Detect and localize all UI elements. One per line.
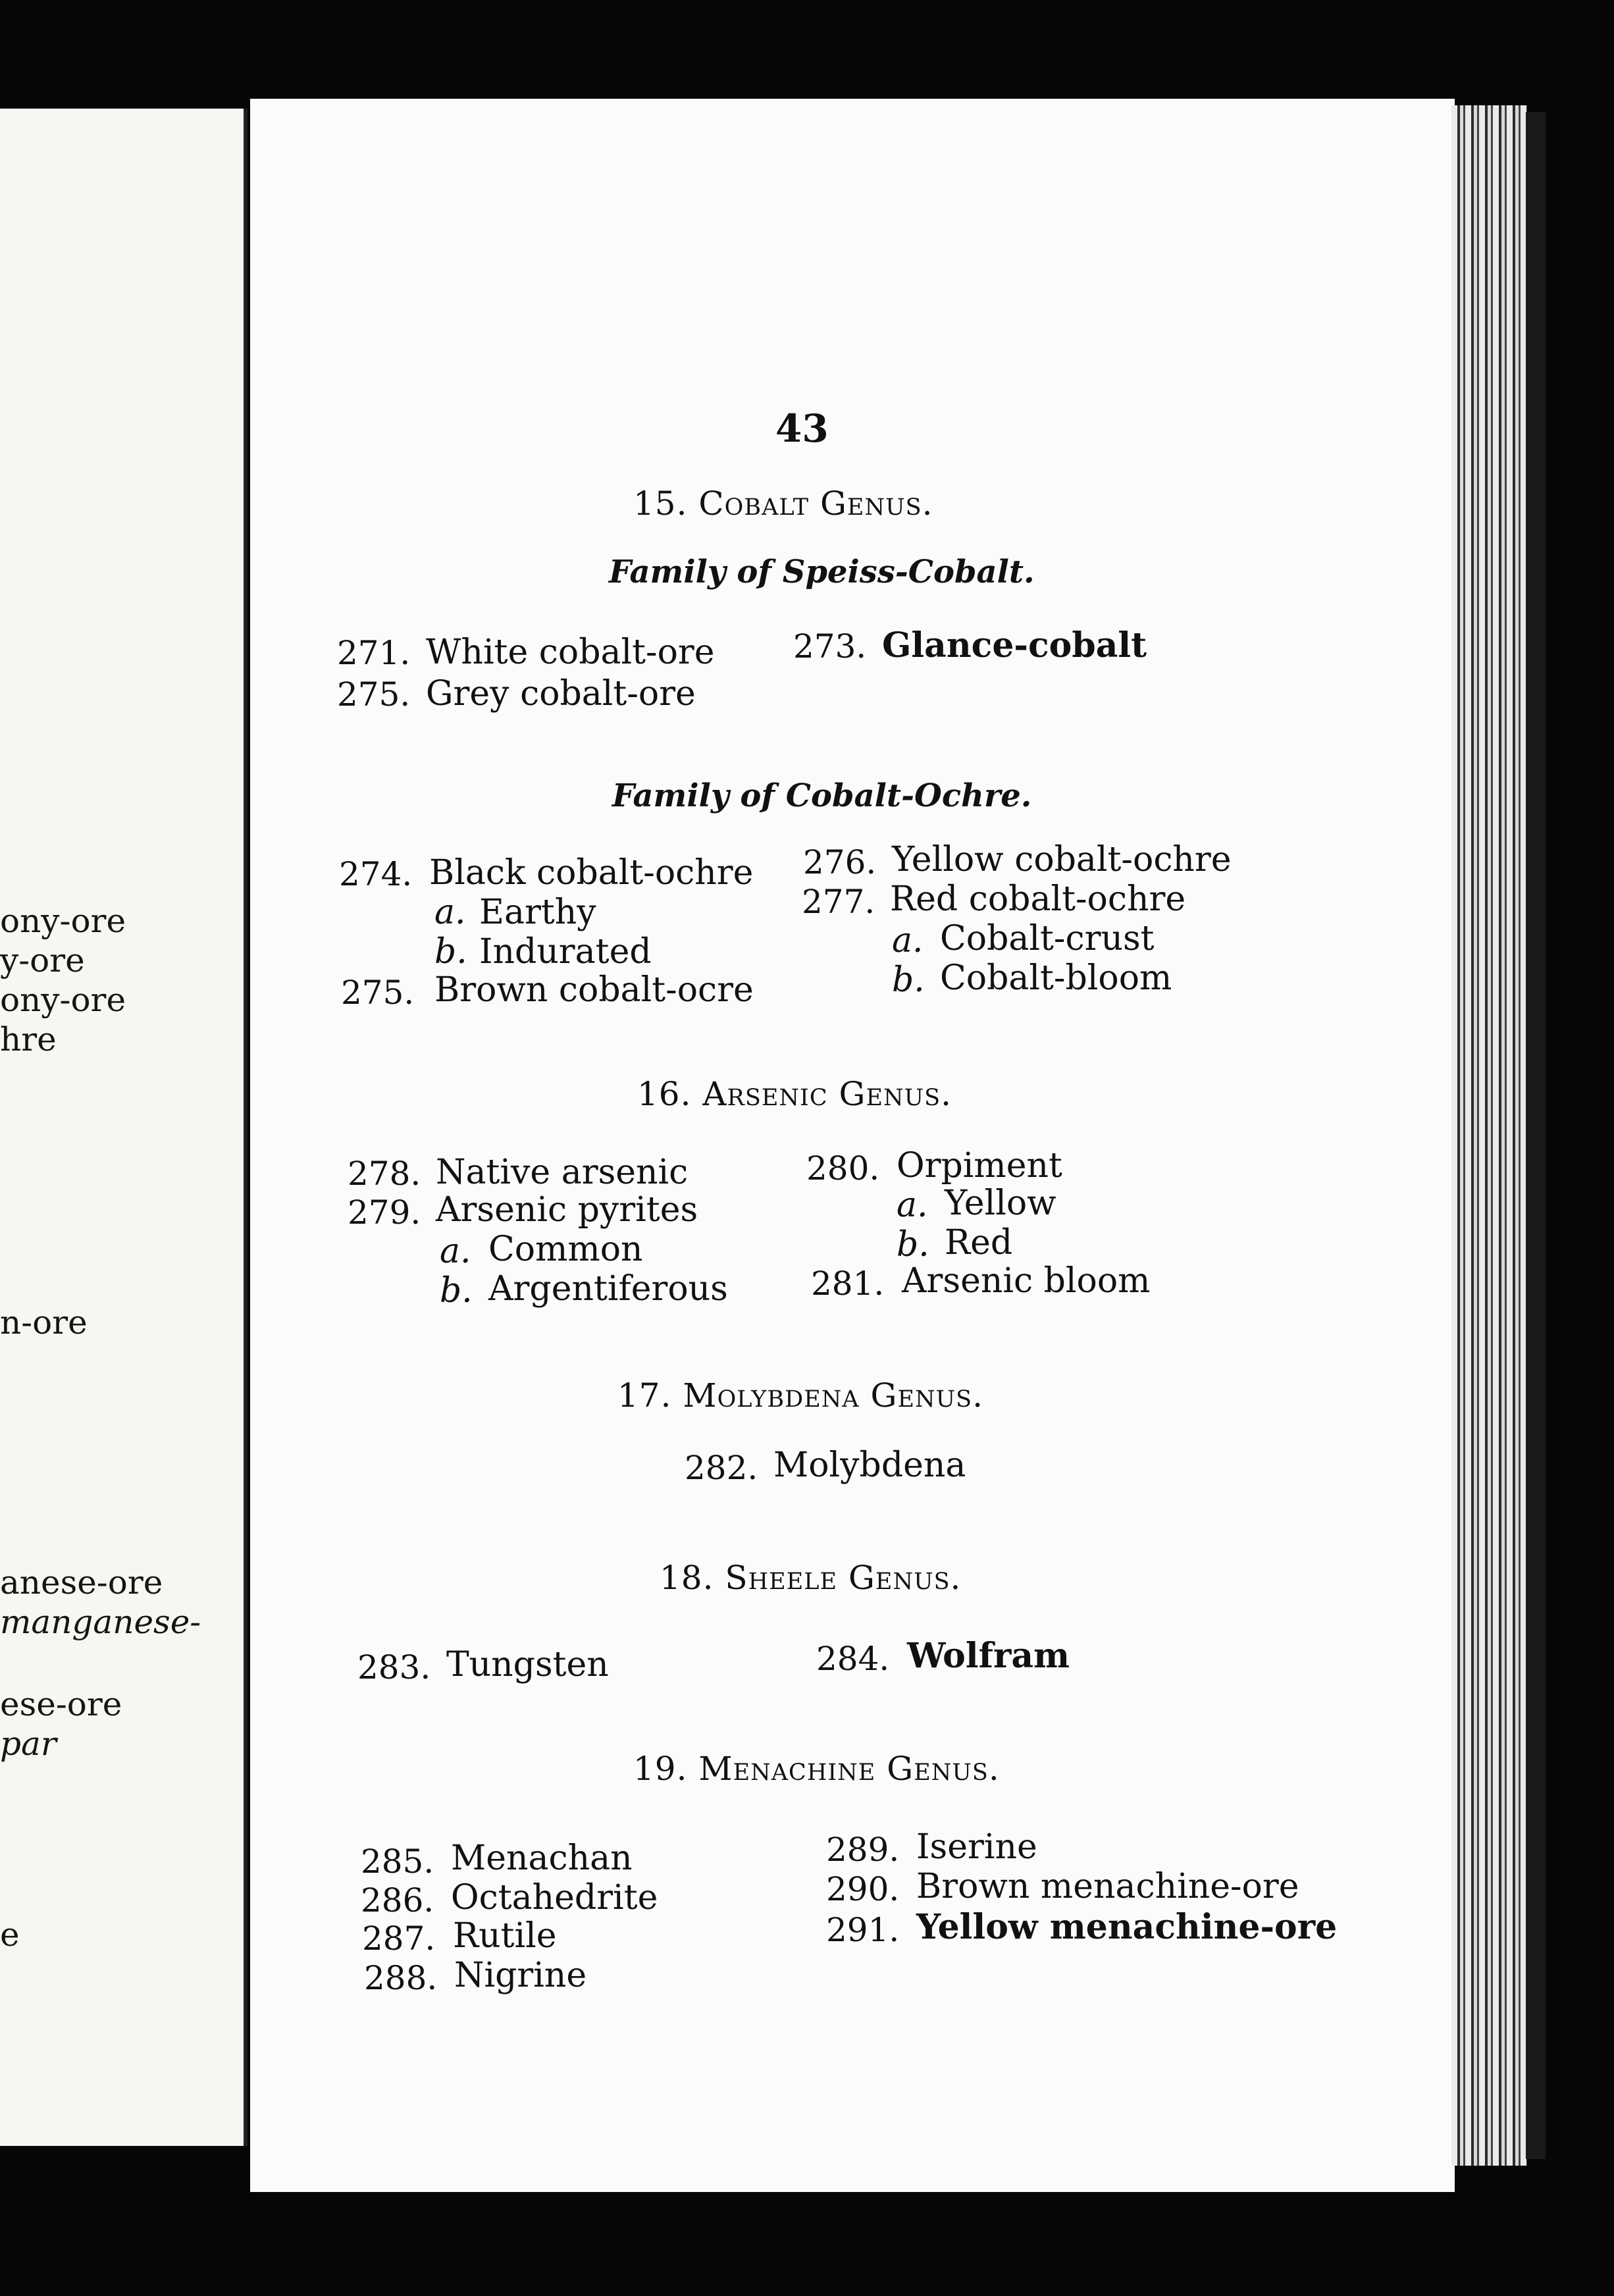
left-fragment: e	[0, 1916, 20, 1954]
variety-name: Yellow	[945, 1184, 1056, 1223]
mineral-name: Yellow menachine-ore	[916, 1907, 1338, 1947]
entry-number: 289.	[826, 1831, 900, 1869]
mineral-name: Tungsten	[446, 1645, 609, 1684]
mineral-name: Black cobalt-ochre	[429, 853, 754, 893]
left-fragment: hre	[0, 1020, 57, 1058]
variety-letter: b.	[434, 932, 467, 972]
variety-letter: a.	[440, 1232, 471, 1271]
family-heading-speiss-cobalt: Family of Speiss-Cobalt.	[609, 554, 1035, 590]
mineral-name: Arsenic pyrites	[436, 1190, 698, 1230]
genus-heading-arsenic: 16. Arsenic Genus.	[637, 1075, 952, 1113]
left-fragment: y-ore	[0, 941, 85, 979]
entry-number: 275.	[337, 675, 411, 714]
entry-number: 280.	[806, 1149, 880, 1187]
mineral-name: Menachan	[451, 1839, 633, 1878]
mineral-name: Native arsenic	[436, 1153, 689, 1192]
left-fragment: par	[0, 1725, 57, 1763]
variety-letter: a.	[434, 893, 466, 932]
variety-name: Red	[945, 1223, 1013, 1263]
entry-number: 276.	[803, 843, 877, 881]
page-number: 43	[775, 406, 829, 451]
variety-letter: b.	[440, 1271, 473, 1311]
variety-letter: b.	[892, 960, 925, 1000]
mineral-name: Orpiment	[897, 1146, 1062, 1186]
mineral-name: Iserine	[916, 1827, 1037, 1867]
left-fragment: anese-ore	[0, 1563, 163, 1602]
mineral-name: Brown cobalt-ocre	[434, 970, 754, 1010]
entry-number: 281.	[811, 1265, 885, 1303]
entry-number: 288.	[364, 1959, 438, 1997]
entry-number: 291.	[826, 1911, 900, 1949]
mineral-name: Yellow cobalt-ochre	[892, 840, 1232, 879]
variety-name: Common	[488, 1230, 643, 1269]
entry-number: 277.	[802, 883, 875, 921]
entry-number: 275.	[341, 974, 415, 1012]
left-fragment: ony-ore	[0, 981, 126, 1019]
mineral-name: Octahedrite	[451, 1878, 658, 1918]
left-fragment: n-ore	[0, 1303, 88, 1342]
mineral-name: Grey cobalt-ore	[426, 674, 696, 714]
variety-letter: a.	[897, 1186, 928, 1225]
left-fragment: ese-ore	[0, 1685, 122, 1723]
mineral-name: Arsenic bloom	[902, 1261, 1151, 1301]
variety-name: Argentiferous	[488, 1269, 728, 1309]
book-cover-edge	[1526, 112, 1546, 2159]
entry-number: 271.	[337, 634, 411, 672]
entry-number: 274.	[339, 855, 413, 893]
left-fragment: manganese-	[0, 1603, 201, 1641]
entry-number: 273.	[793, 627, 867, 665]
page-edges	[1451, 105, 1527, 2166]
left-fragment: ony-ore	[0, 902, 126, 940]
mineral-name: Brown menachine-ore	[916, 1867, 1299, 1906]
entry-number: 283.	[357, 1648, 431, 1686]
entry-number: 284.	[816, 1640, 890, 1678]
entry-number: 290.	[826, 1870, 900, 1908]
mineral-name: Wolfram	[907, 1636, 1070, 1676]
mineral-name: Molybdena	[773, 1446, 966, 1485]
entry-number: 279.	[348, 1193, 421, 1232]
mineral-name: Rutile	[453, 1916, 557, 1956]
variety-letter: a.	[892, 921, 924, 960]
variety-letter: b.	[897, 1225, 929, 1265]
mineral-name: Glance-cobalt	[882, 625, 1147, 665]
left-facing-page	[0, 109, 247, 2146]
genus-heading-molybdena: 17. Molybdena Genus.	[617, 1376, 984, 1415]
variety-name: Cobalt-bloom	[940, 958, 1172, 998]
mineral-name: White cobalt-ore	[426, 633, 715, 672]
genus-heading-sheele: 18. Sheele Genus.	[660, 1559, 962, 1597]
entry-number: 286.	[361, 1881, 434, 1919]
mineral-name: Red cobalt-ochre	[890, 879, 1186, 919]
genus-heading-menachine: 19. Menachine Genus.	[633, 1750, 1000, 1788]
entry-number: 285.	[361, 1842, 434, 1881]
entry-number: 287.	[362, 1919, 436, 1958]
entry-number: 282.	[685, 1449, 758, 1487]
family-heading-cobalt-ochre: Family of Cobalt-Ochre.	[612, 777, 1032, 814]
variety-name: Indurated	[479, 932, 652, 972]
entry-number: 278.	[348, 1155, 421, 1193]
genus-heading-cobalt: 15. Cobalt Genus.	[633, 484, 933, 523]
variety-name: Earthy	[479, 893, 596, 932]
mineral-name: Nigrine	[454, 1956, 587, 1995]
variety-name: Cobalt-crust	[940, 919, 1155, 958]
